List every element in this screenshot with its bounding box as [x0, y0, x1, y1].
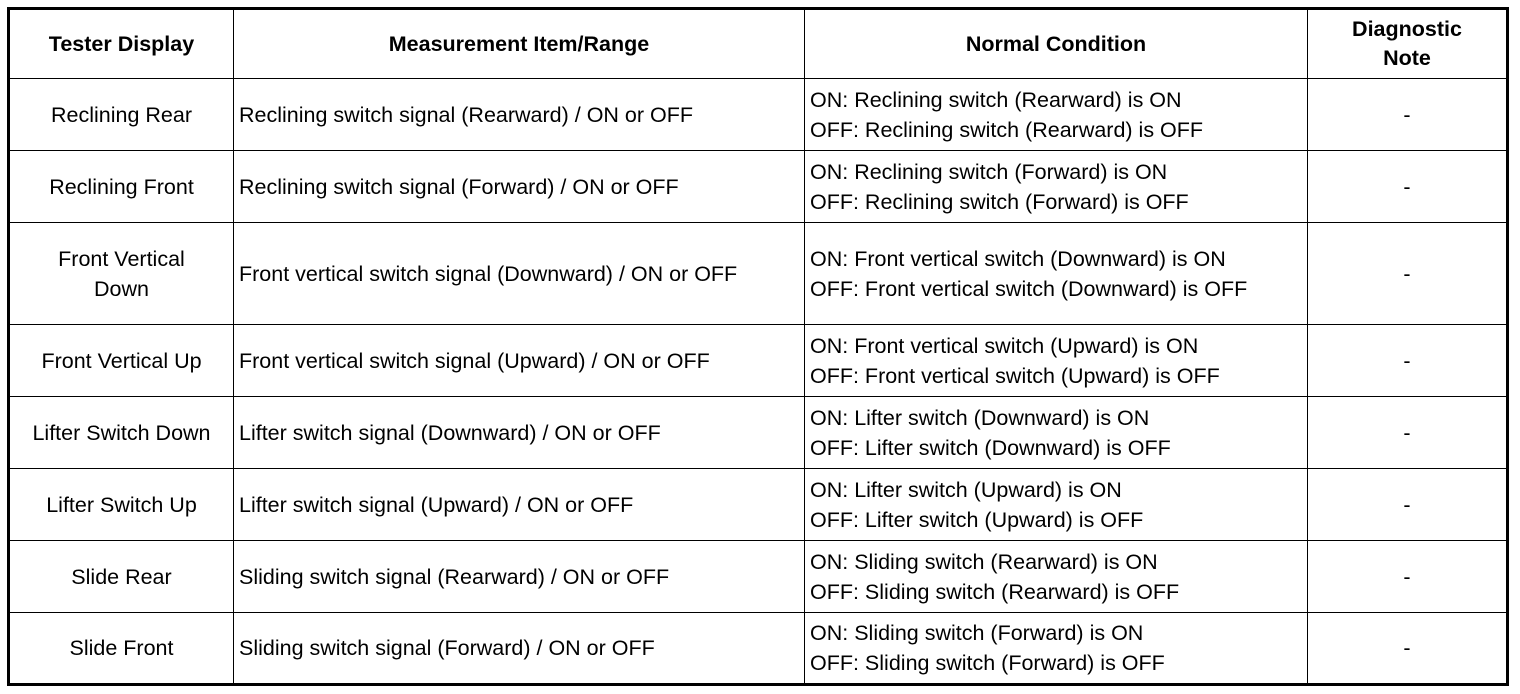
cell-diagnostic-note: - [1308, 325, 1508, 397]
condition-off-text: OFF: Reclining switch (Rearward) is OFF [810, 117, 1204, 142]
cell-diagnostic-note: - [1308, 541, 1508, 613]
condition-on-text: ON: Front vertical switch (Downward) is ON [810, 246, 1226, 271]
table-row [9, 397, 1508, 469]
cell-measurement: Front vertical switch signal (Downward) / ON or OFF [234, 223, 805, 325]
table-row [9, 325, 1508, 397]
cell-tester-display: Lifter Switch Down [9, 397, 234, 469]
table-row [9, 541, 1508, 613]
table-row [9, 223, 1508, 325]
condition-on-text: ON: Front vertical switch (Upward) is ON [810, 333, 1199, 358]
cell-normal-condition [805, 325, 1308, 397]
table-row [9, 79, 1508, 151]
cell-measurement: Reclining switch signal (Forward) / ON or OFF [234, 151, 805, 223]
cell-normal-condition [805, 469, 1308, 541]
cell-tester-display: Lifter Switch Up [9, 469, 234, 541]
condition-off-text: OFF: Front vertical switch (Upward) is OFF [810, 363, 1220, 388]
cell-diagnostic-note: - [1308, 223, 1508, 325]
condition-on-text: ON: Reclining switch (Rearward) is ON [810, 87, 1182, 112]
data-table [7, 7, 1509, 686]
condition-on-text: ON: Reclining switch (Forward) is ON [810, 159, 1168, 184]
header-tester-display: Tester Display [9, 9, 234, 79]
condition-off-text: OFF: Front vertical switch (Downward) is OFF [810, 276, 1248, 301]
cell-normal-condition [805, 79, 1308, 151]
condition-off-text: OFF: Sliding switch (Forward) is OFF [810, 651, 1165, 675]
table-row [9, 151, 1508, 223]
cell-normal-condition [805, 541, 1308, 613]
table-row [9, 469, 1508, 541]
cell-normal-condition [805, 613, 1308, 685]
condition-on-text: ON: Sliding switch (Rearward) is ON [810, 549, 1158, 574]
header-measurement-item-range: Measurement Item/Range [234, 9, 805, 79]
cell-diagnostic-note: - [1308, 397, 1508, 469]
cell-normal-condition [805, 151, 1308, 223]
condition-on-text: ON: Sliding switch (Forward) is ON [810, 621, 1144, 645]
cell-diagnostic-note: - [1308, 79, 1508, 151]
cell-tester-display: Reclining Front [9, 151, 234, 223]
condition-on-text: ON: Lifter switch (Upward) is ON [810, 477, 1122, 502]
cell-tester-display: Front Vertical Up [9, 325, 234, 397]
cell-measurement: Sliding switch signal (Rearward) / ON or OFF [234, 541, 805, 613]
cell-tester-display: Slide Front [9, 613, 234, 685]
cell-measurement: Front vertical switch signal (Upward) / ON or OFF [234, 325, 805, 397]
cell-measurement: Lifter switch signal (Downward) / ON or OFF [234, 397, 805, 469]
cell-normal-condition [805, 223, 1308, 325]
condition-off-text: OFF: Lifter switch (Upward) is OFF [810, 507, 1144, 532]
cell-diagnostic-note: - [1308, 469, 1508, 541]
condition-on-text: ON: Lifter switch (Downward) is ON [810, 405, 1150, 430]
header-normal-condition: Normal Condition [805, 9, 1308, 79]
condition-off-text: OFF: Sliding switch (Rearward) is OFF [810, 579, 1180, 604]
cell-diagnostic-note: - [1308, 151, 1508, 223]
cell-diagnostic-note: - [1308, 613, 1508, 685]
table-row [9, 613, 1508, 685]
cell-measurement: Reclining switch signal (Rearward) / ON or OFF [234, 79, 805, 151]
cell-tester-display: Reclining Rear [9, 79, 234, 151]
cell-tester-display: Slide Rear [9, 541, 234, 613]
cell-normal-condition [805, 397, 1308, 469]
cell-measurement: Lifter switch signal (Upward) / ON or OFF [234, 469, 805, 541]
cell-measurement: Sliding switch signal (Forward) / ON or OFF [234, 613, 805, 685]
header-row [9, 9, 1508, 79]
cell-tester-display: Front Vertical Down [9, 223, 234, 325]
condition-off-text: OFF: Lifter switch (Downward) is OFF [810, 435, 1171, 460]
header-diagnostic-note: Diagnostic Note [1308, 9, 1508, 79]
condition-off-text: OFF: Reclining switch (Forward) is OFF [810, 189, 1189, 214]
